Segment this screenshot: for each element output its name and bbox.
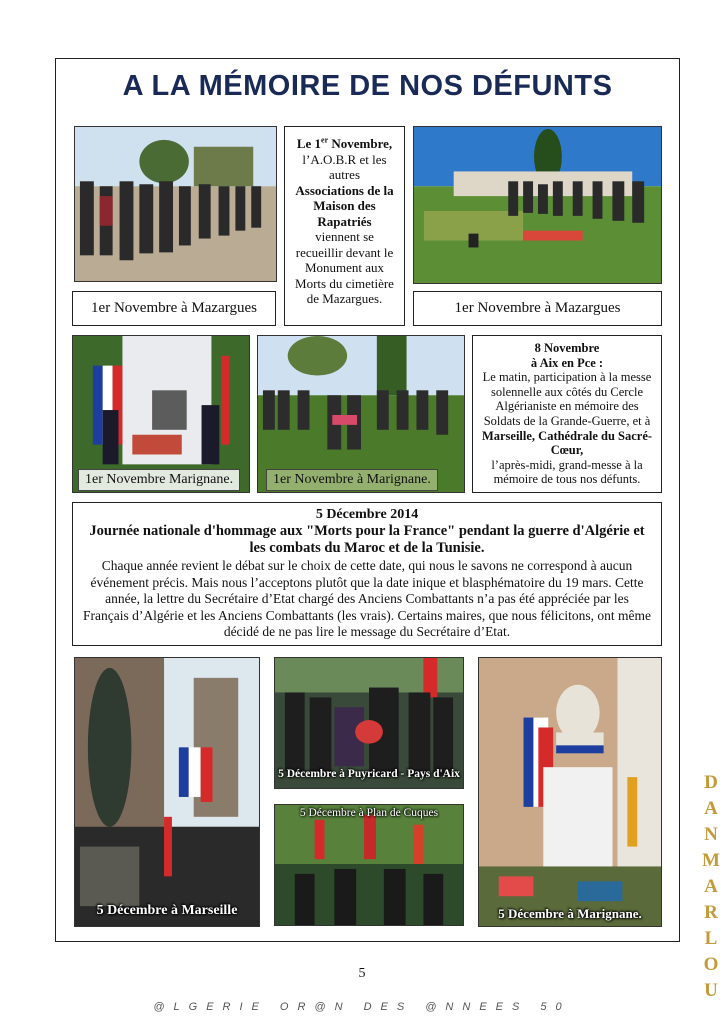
side-label-letter: L [704, 928, 718, 949]
caption-marignane-2: 1er Novembre à Marignane. [266, 469, 438, 491]
side-label-letter: M [702, 850, 720, 871]
side-label-letter: N [704, 824, 718, 845]
side-label-letter: R [704, 902, 718, 923]
footer-text: @LGERIE OR@N DES @NNEES 50 [153, 1001, 571, 1013]
photo-marseille [74, 657, 260, 927]
photo-mazargues-crowd [74, 126, 277, 282]
side-label-letter: O [703, 954, 719, 975]
photo-marignane-marianne [478, 657, 662, 927]
caption-marseille: 5 Décembre à Marseille [96, 903, 238, 918]
photo-marignane-ceremony [257, 335, 465, 493]
december-heading: Journée nationale d'hommage aux "Morts pour la France" pendant la guerre d'Algérie et les combats du Maroc et de la Tunisie. [89, 523, 645, 556]
photo-mazargues-monument [413, 126, 662, 284]
intro-text-box: Le 1er Novembre, l’A.O.B.R et les autres Associations de la Maison des Rapatriés viennent se recueillir devant le Monument aux Morts du cimetière de Mazargues. [284, 126, 405, 326]
caption-mazargues-right: 1er Novembre à Mazargues [413, 291, 662, 326]
photo-marignane-flags [72, 335, 250, 493]
caption-marignane-1: 1er Novembre Marignane. [78, 469, 240, 491]
side-label-letter: D [704, 772, 718, 793]
december-text-box [72, 502, 662, 646]
photo-plan-de-cuques [274, 804, 464, 926]
side-label [700, 770, 722, 1004]
side-label-letter: A [704, 798, 718, 819]
caption-plan-de-cuques: 5 Décembre à Plan de Cuques [299, 807, 439, 819]
aix-text-box: 8 Novembre à Aix en Pce : Le matin, participation à la messe solennelle aux côtés du Cercle Algérianiste en mémoire des Soldats de la Grande-Guerre, et à Marseille, Cathédrale du Sacré-Cœur, l’après-midi, grand-messe à la mémoire de tous nos défunts. [472, 335, 662, 493]
caption-mazargues-left: 1er Novembre à Mazargues [72, 291, 276, 326]
caption-puyricard: 5 Décembre à Puyricard - Pays d'Aix [278, 768, 460, 780]
photo-puyricard [274, 657, 464, 789]
side-label-letter: U [704, 980, 718, 1001]
december-date: 5 Décembre 2014 [315, 507, 419, 522]
page-title: A LA MÉMOIRE DE NOS DÉFUNTS [122, 70, 613, 102]
side-label-letter: A [704, 876, 718, 897]
december-body: Chaque année revient le débat sur le choix de cette date, qui nous le savons ne correspond à aucun événement précis. Mais nous l’acceptons plutôt que la date inique et blasphématoire du 19 mars. Cette année, la lettre du Secrétaire d’Etat chargé des Anciens Combattants n’a pas été appréciée par les Français d’Algérie et les Anciens Combattants (les vrais). Certains maires, que nous félicitons, ont même décidé de ne pas lire le message du Secrétaire d’Etat. [83, 558, 651, 639]
caption-marignane-marianne: 5 Décembre à Marignane. [498, 906, 642, 921]
page-number: 5 [358, 966, 366, 981]
